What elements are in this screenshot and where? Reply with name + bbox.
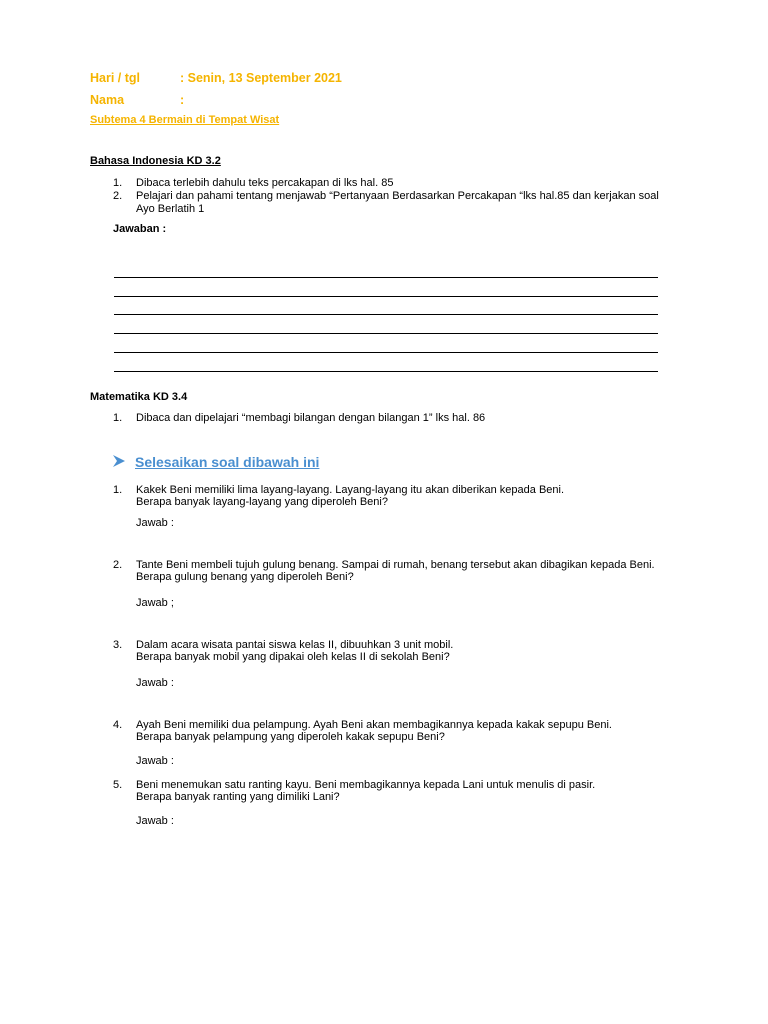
answer-line — [114, 314, 658, 315]
subtema-title: Subtema 4 Bermain di Tempat Wisat — [90, 114, 280, 126]
bahasa-item-1-text: Dibaca terlebih dahulu teks percakapan di lks hal. 85 — [136, 177, 394, 189]
question-line-2: Berapa banyak pelampung yang diperoleh kakak sepupu Beni? — [136, 731, 445, 743]
answer-line — [114, 371, 658, 372]
question-answer-label: Jawab : — [136, 815, 174, 827]
question-number: 5. — [113, 779, 123, 791]
matematika-title: Matematika KD 3.4 — [90, 391, 188, 403]
question-number: 2. — [113, 559, 123, 571]
question-number: 4. — [113, 719, 123, 731]
bahasa-title: Bahasa Indonesia KD 3.2 — [90, 155, 221, 167]
question-line-1: Dalam acara wisata pantai siswa kelas II, dibuuhkan 3 unit mobil. — [136, 639, 454, 651]
question-line-1: Ayah Beni memiliki dua pelampung. Ayah Beni akan membagikannya kepada kakak sepupu Beni. — [136, 719, 612, 731]
matematika-item-1-num: 1. — [113, 412, 123, 424]
question-number: 3. — [113, 639, 123, 651]
arrow-bullet-icon — [112, 452, 126, 468]
question-answer-label: Jawab : — [136, 517, 174, 529]
bahasa-item-2-text: Pelajari dan pahami tentang menjawab “Pertanyaan Berdasarkan Percakapan “lks hal.85 dan kerjakan soal — [136, 190, 659, 202]
day-label: Hari / tgl — [90, 71, 141, 85]
question-line-1: Kakek Beni memiliki lima layang-layang. Layang-layang itu akan diberikan kepada Beni. — [136, 484, 565, 496]
bahasa-item-1-num: 1. — [113, 177, 123, 189]
name-label: Nama — [90, 93, 125, 107]
question-line-2: Berapa banyak mobil yang dipakai oleh kelas II di sekolah Beni? — [136, 651, 450, 663]
bahasa-item-2-text-cont: Ayo Berlatih 1 — [136, 203, 205, 215]
name-value: : — [180, 93, 185, 107]
answer-label: Jawaban : — [113, 223, 167, 235]
answer-line — [114, 352, 658, 353]
question-line-1: Beni menemukan satu ranting kayu. Beni membagikannya kepada Lani untuk menulis di pasir. — [136, 779, 596, 791]
question-line-1: Tante Beni membeli tujuh gulung benang. Sampai di rumah, benang tersebut akan dibagikan kepada Beni. — [136, 559, 655, 571]
question-answer-label: Jawab ; — [136, 597, 174, 609]
question-line-2: Berapa banyak layang-layang yang diperoleh Beni? — [136, 496, 388, 508]
question-answer-label: Jawab : — [136, 755, 174, 767]
answer-line — [114, 333, 658, 334]
question-line-2: Berapa banyak ranting yang dimiliki Lani? — [136, 791, 340, 803]
question-answer-label: Jawab : — [136, 677, 174, 689]
bahasa-item-2-num: 2. — [113, 190, 123, 202]
matematika-item-1-text: Dibaca dan dipelajari “membagi bilangan dengan bilangan 1” lks hal. 86 — [136, 412, 486, 424]
answer-line — [114, 296, 658, 297]
instruction-title: Selesaikan soal dibawah ini — [135, 454, 320, 470]
question-number: 1. — [113, 484, 123, 496]
day-value: : Senin, 13 September 2021 — [180, 71, 342, 85]
question-line-2: Berapa gulung benang yang diperoleh Beni? — [136, 571, 354, 583]
answer-line — [114, 277, 658, 278]
